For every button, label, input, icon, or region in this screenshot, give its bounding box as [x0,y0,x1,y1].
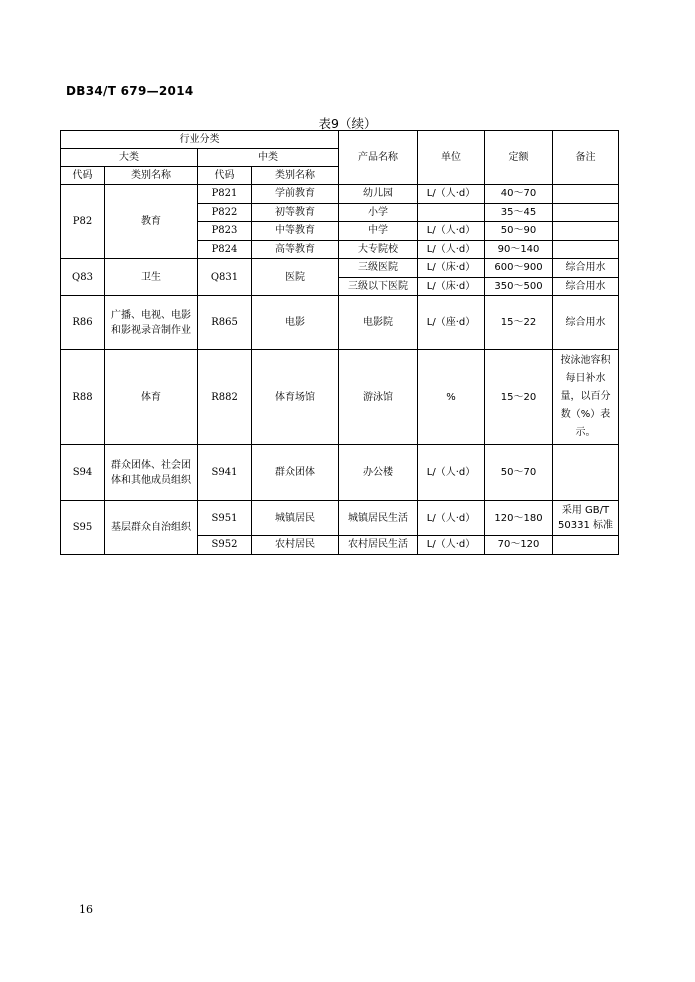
mid-code: P822 [198,203,252,222]
mid-name: 群众团体 [252,445,339,501]
note: 综合用水 [553,277,619,296]
note: 综合用水 [553,296,619,350]
product-name: 游泳馆 [339,350,418,445]
unit: L/（座·d） [418,296,485,350]
quota: 40～70 [485,185,553,204]
quota: 50～90 [485,222,553,241]
mid-name: 初等教育 [252,203,339,222]
note [553,445,619,501]
quota: 50～70 [485,445,553,501]
major-code: P82 [61,185,105,259]
note: 按泳池容积每日补水量，以百分数（%）表示。 [553,350,619,445]
major-code: S94 [61,445,105,501]
quota: 600～900 [485,259,553,278]
product-name: 电影院 [339,296,418,350]
table-row [61,350,619,445]
note [553,536,619,555]
product-name: 小学 [339,203,418,222]
mid-code: R865 [198,296,252,350]
mid-code: S951 [198,501,252,536]
unit: L/（人·d） [418,222,485,241]
table-row [61,296,619,350]
header-mid-category: 类别名称 [252,167,339,185]
header-unit: 单位 [418,131,485,185]
mid-name: 城镇居民 [252,501,339,536]
header-product-name: 产品名称 [339,131,418,185]
table-row [61,185,619,204]
quota: 15～22 [485,296,553,350]
major-name: 卫生 [105,259,198,296]
quota: 35～45 [485,203,553,222]
major-code: R88 [61,350,105,445]
table-row [61,501,619,536]
header-row-1 [61,131,619,149]
mid-name: 高等教育 [252,240,339,259]
header-major-code: 代码 [61,167,105,185]
note: 采用 GB/T 50331 标准 [553,501,619,536]
product-name: 办公楼 [339,445,418,501]
note [553,222,619,241]
product-name: 城镇居民生活 [339,501,418,536]
product-name: 三级以下医院 [339,277,418,296]
unit: L/（人·d） [418,501,485,536]
major-name: 广播、电视、电影和影视录音制作业 [105,296,198,350]
product-name: 农村居民生活 [339,536,418,555]
unit: L/（人·d） [418,240,485,259]
major-name: 基层群众自治组织 [105,501,198,555]
unit: % [418,350,485,445]
mid-name: 农村居民 [252,536,339,555]
unit: L/（人·d） [418,185,485,204]
major-code: R86 [61,296,105,350]
unit: L/（床·d） [418,277,485,296]
quota: 90～140 [485,240,553,259]
table-caption: 表9（续） [318,116,377,131]
quota: 70～120 [485,536,553,555]
product-name: 幼儿园 [339,185,418,204]
header-quota: 定额 [485,131,553,185]
quota-table [60,130,619,555]
note [553,185,619,204]
mid-name: 医院 [252,259,339,296]
unit: L/（人·d） [418,536,485,555]
major-name: 群众团体、社会团体和其他成员组织 [105,445,198,501]
major-code: Q83 [61,259,105,296]
mid-code: R882 [198,350,252,445]
table-row [61,259,619,278]
note [553,240,619,259]
mid-code: S952 [198,536,252,555]
mid-name: 体育场馆 [252,350,339,445]
mid-name: 电影 [252,296,339,350]
mid-name: 中等教育 [252,222,339,241]
product-name: 大专院校 [339,240,418,259]
unit: L/（床·d） [418,259,485,278]
note [553,203,619,222]
quota: 120～180 [485,501,553,536]
standard-code: DB34/T 679—2014 [66,84,194,98]
product-name: 中学 [339,222,418,241]
page-number: 16 [79,903,93,916]
header-mid-code: 代码 [198,167,252,185]
major-code: S95 [61,501,105,555]
unit: L/（人·d） [418,445,485,501]
unit [418,203,485,222]
product-name: 三级医院 [339,259,418,278]
quota: 350～500 [485,277,553,296]
table-row [61,445,619,501]
mid-name: 学前教育 [252,185,339,204]
header-note: 备注 [553,131,619,185]
mid-code: P824 [198,240,252,259]
mid-code: Q831 [198,259,252,296]
header-middle: 中类 [198,149,339,167]
quota: 15～20 [485,350,553,445]
header-major-category: 类别名称 [105,167,198,185]
header-industry: 行业分类 [61,131,339,149]
note: 综合用水 [553,259,619,278]
major-name: 教育 [105,185,198,259]
header-major: 大类 [61,149,198,167]
major-name: 体育 [105,350,198,445]
mid-code: P823 [198,222,252,241]
mid-code: P821 [198,185,252,204]
mid-code: S941 [198,445,252,501]
